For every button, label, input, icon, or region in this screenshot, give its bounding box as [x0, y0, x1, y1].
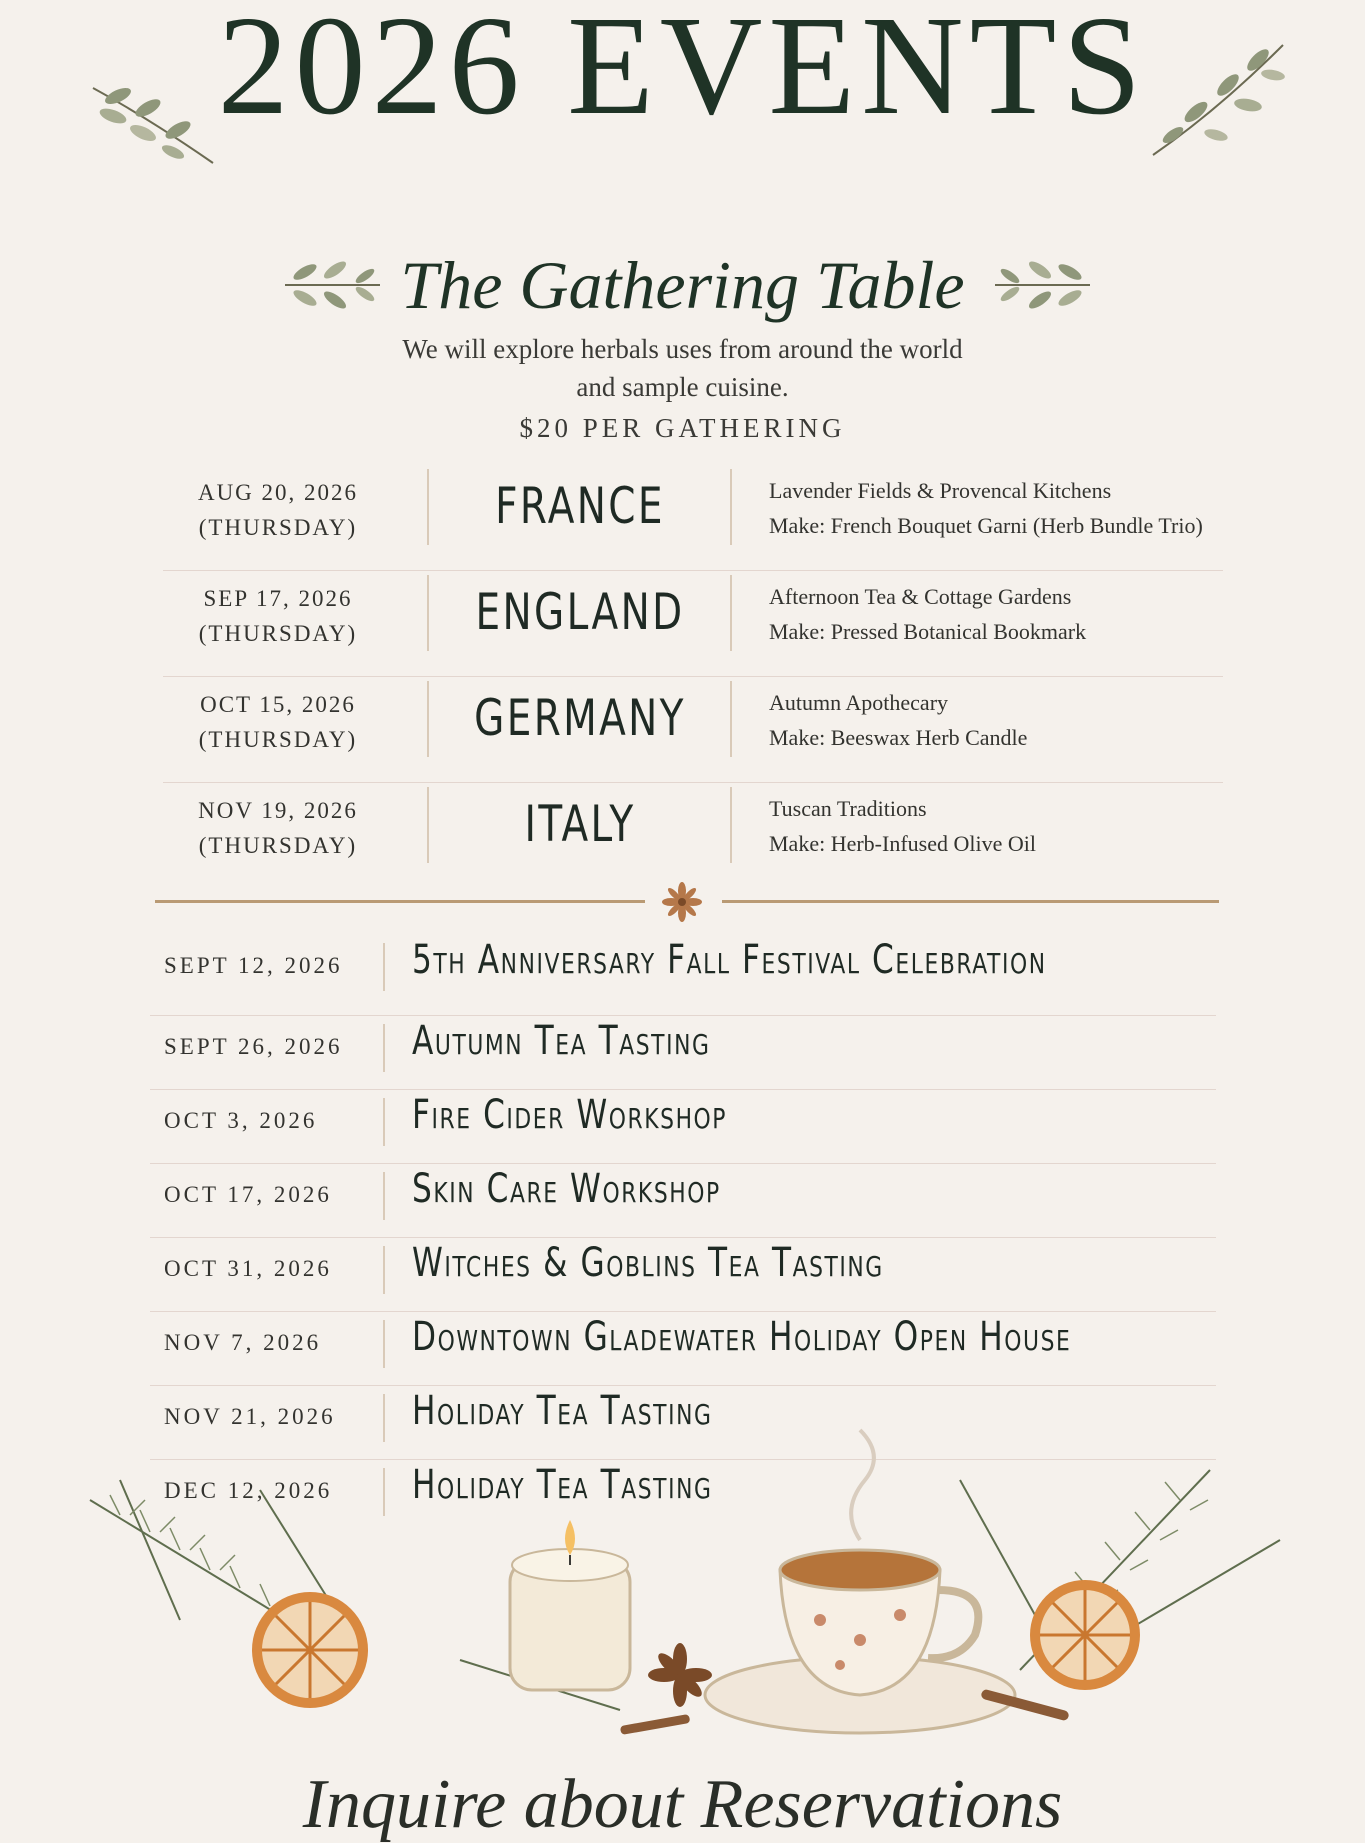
day-text: (THURSDAY) [198, 727, 358, 752]
event-name: Witches & Goblins Tea Tasting [412, 1240, 884, 1286]
table-row [150, 1238, 1216, 1312]
reservation-cta: Inquire about Reservations [302, 1766, 1063, 1843]
theme-text: Autumn Apothecary [769, 690, 949, 715]
section-divider [155, 900, 645, 903]
event-description [769, 473, 1203, 543]
section-divider [722, 900, 1219, 903]
event-name: 5th Anniversary Fall Festival Celebration [412, 937, 1047, 983]
event-date: NOV 7, 2026 [164, 1330, 322, 1355]
day-text: (THURSDAY) [198, 621, 358, 646]
event-name: Holiday Tea Tasting [412, 1388, 713, 1434]
table-row [150, 935, 1216, 1016]
event-description [769, 791, 1036, 861]
event-description [769, 685, 1027, 755]
section-intro [0, 330, 1365, 406]
tea-still-life-illustration [60, 1420, 1305, 1740]
country-name: FRANCE [495, 477, 665, 535]
divider [383, 1320, 385, 1368]
divider [383, 1024, 385, 1072]
day-text: (THURSDAY) [198, 833, 358, 858]
event-name: Skin Care Workshop [412, 1166, 721, 1212]
event-date: NOV 21, 2026 [164, 1404, 336, 1429]
event-date: OCT 31, 2026 [164, 1256, 332, 1281]
make-text: Make: Herb-Infused Olive Oil [769, 831, 1036, 856]
divider [383, 1172, 385, 1220]
event-description [769, 579, 1086, 649]
divider [730, 469, 732, 545]
country-name: ENGLAND [475, 583, 685, 641]
event-date: DEC 12, 2026 [164, 1478, 333, 1503]
make-text: Make: Pressed Botanical Bookmark [769, 619, 1087, 644]
country-name: GERMANY [474, 689, 686, 747]
day-text: (THURSDAY) [198, 515, 358, 540]
event-date: OCT 3, 2026 [164, 1108, 318, 1133]
gathering-schedule [163, 465, 1223, 888]
page-title: 2026 EVENTS [217, 0, 1148, 144]
event-name: Downtown Gladewater Holiday Open House [412, 1314, 1072, 1360]
table-row [150, 1164, 1216, 1238]
divider [427, 469, 429, 545]
table-row [150, 1016, 1216, 1090]
intro-line: and sample cuisine. [576, 372, 789, 402]
date-text: SEP 17, 2026 [203, 586, 353, 611]
table-row [163, 571, 1223, 677]
make-text: Make: French Bouquet Garni (Herb Bundle Trio) [769, 513, 1203, 538]
event-date: SEPT 26, 2026 [164, 1034, 343, 1059]
make-text: Make: Beeswax Herb Candle [769, 725, 1028, 750]
divider [427, 787, 429, 863]
section-title: The Gathering Table [400, 247, 965, 323]
divider [427, 575, 429, 651]
intro-line: We will explore herbals uses from around the world [402, 334, 963, 364]
theme-text: Tuscan Traditions [769, 796, 927, 821]
table-row [163, 465, 1223, 571]
table-row [163, 783, 1223, 888]
event-date: OCT 17, 2026 [164, 1182, 332, 1207]
leaf-sprig-icon [1148, 40, 1288, 160]
table-row [150, 1090, 1216, 1164]
event-date [163, 475, 393, 545]
table-row [163, 677, 1223, 783]
divider [383, 1098, 385, 1146]
date-text: NOV 19, 2026 [198, 798, 358, 823]
event-date [163, 793, 393, 863]
divider [730, 681, 732, 757]
divider [383, 943, 385, 991]
event-name: Holiday Tea Tasting [412, 1462, 713, 1508]
divider [383, 1246, 385, 1294]
country-name: ITALY [524, 795, 636, 853]
event-name: Autumn Tea Tasting [412, 1018, 711, 1064]
theme-text: Lavender Fields & Provencal Kitchens [769, 478, 1112, 503]
divider [427, 681, 429, 757]
table-row [150, 1312, 1216, 1386]
divider [730, 787, 732, 863]
price-label: $20 PER GATHERING [519, 413, 846, 443]
event-date: SEPT 12, 2026 [164, 953, 343, 978]
event-date [163, 687, 393, 757]
theme-text: Afternoon Tea & Cottage Gardens [769, 584, 1072, 609]
divider [730, 575, 732, 651]
date-text: AUG 20, 2026 [197, 480, 359, 505]
event-date [163, 581, 393, 651]
star-anise-icon [662, 882, 702, 922]
leaf-sprig-icon [88, 78, 218, 168]
event-name: Fire Cider Workshop [412, 1092, 728, 1138]
date-text: OCT 15, 2026 [200, 692, 356, 717]
